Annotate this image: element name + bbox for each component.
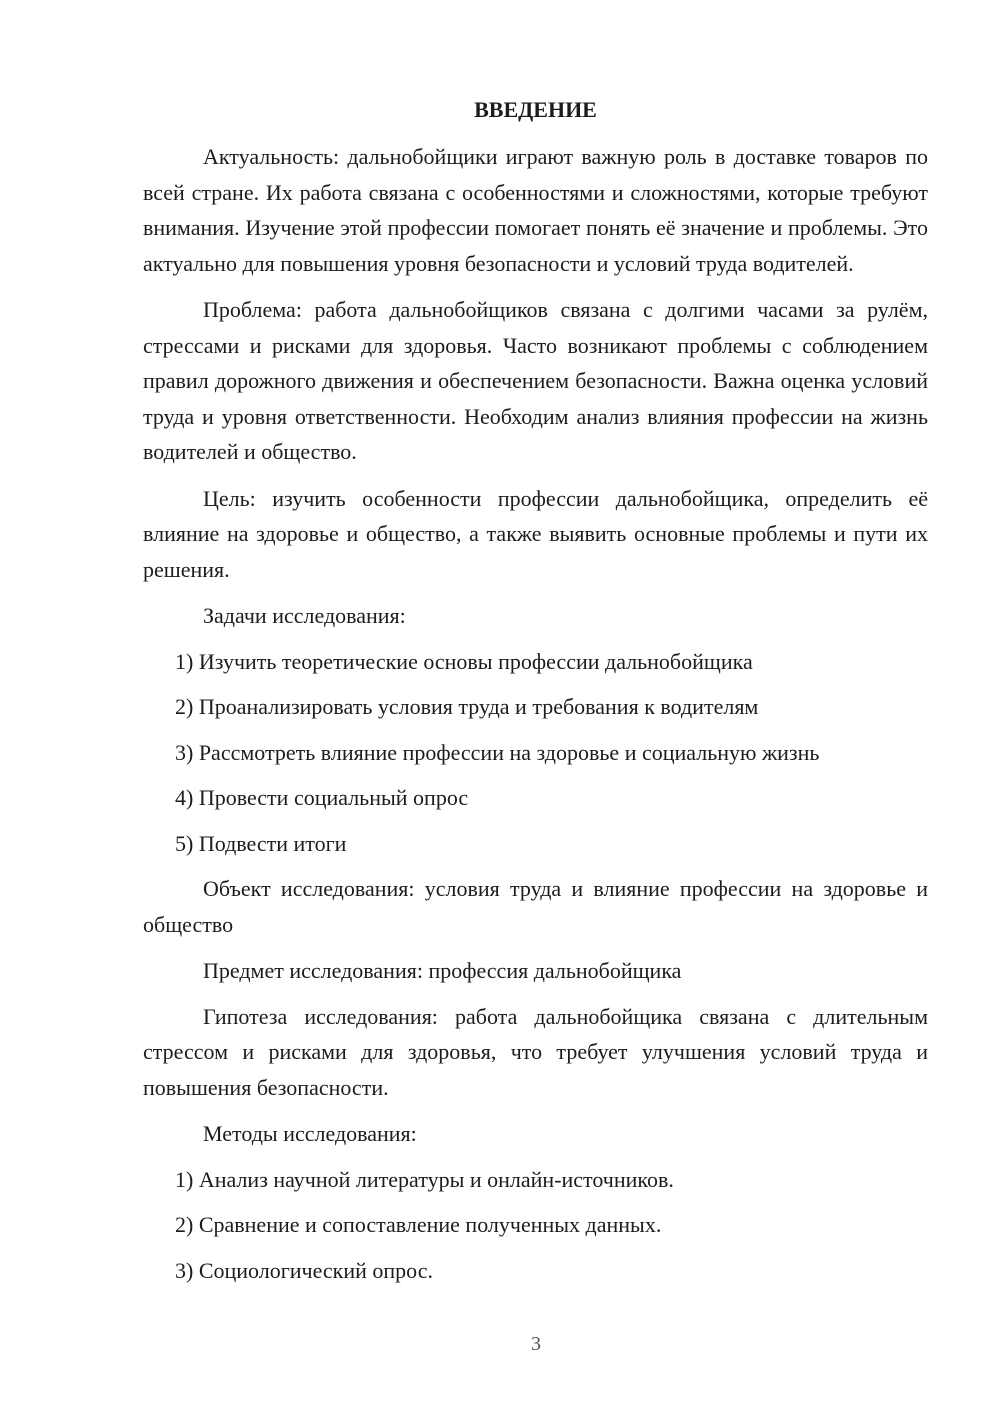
methods-label: Методы исследования:: [203, 1121, 417, 1146]
problem-paragraph: Проблема: работа дальнобойщиков связана с долгими часами за рулём, стрессами и рисками для здоровья. Часто возникают проблемы с соблюдением правил дорожного движения и обеспечением безопасности. Важна оценка условий труда и уровня ответственности. Необходим анализ влияния профессии на жизнь водителей и общество.: [143, 297, 928, 464]
relevance-paragraph: Актуальность: дальнобойщики играют важную роль в доставке товаров по всей стране. Их работа связана с особенностями и сложностями, которые требуют внимания. Изучение этой профессии помогает понять её значение и проблемы. Это актуально для повышения уровня безопасности и условий труда водителей.: [143, 144, 928, 276]
subject-paragraph: Предмет исследования: профессия дальнобойщика: [203, 958, 682, 983]
methods-list: [143, 1162, 928, 1289]
page-content: [143, 95, 928, 1298]
list-item: 2) Проанализировать условия труда и требования к водителям: [175, 694, 759, 719]
list-item: 1) Изучить теоретические основы профессии дальнобойщика: [175, 648, 753, 674]
object-paragraph: Объект исследования: условия труда и влияние профессии на здоровье и общество: [143, 876, 928, 937]
list-item: 1) Анализ научной литературы и онлайн-источников.: [175, 1166, 674, 1192]
section-heading: ВВЕДЕНИЕ: [474, 97, 597, 122]
list-item: 5) Подвести итоги: [175, 830, 347, 856]
list-item: 3) Социологический опрос.: [175, 1257, 433, 1283]
tasks-list: [143, 644, 928, 862]
tasks-label: Задачи исследования:: [203, 603, 406, 628]
hypothesis-paragraph: Гипотеза исследования: работа дальнобойщика связана с длительным стрессом и рисками для здоровья, что требует улучшения условий труда и повышения безопасности.: [143, 1003, 928, 1100]
page-number: 3: [531, 1333, 541, 1355]
goal-paragraph: Цель: изучить особенности профессии дальнобойщика, определить её влияние на здоровье и общество, а также выявить основные проблемы и пути их решения.: [143, 485, 928, 582]
list-item: 2) Сравнение и сопоставление полученных данных.: [175, 1212, 662, 1237]
list-item: 3) Рассмотреть влияние профессии на здоровье и социальную жизнь: [175, 739, 820, 765]
list-item: 4) Провести социальный опрос: [175, 785, 469, 810]
